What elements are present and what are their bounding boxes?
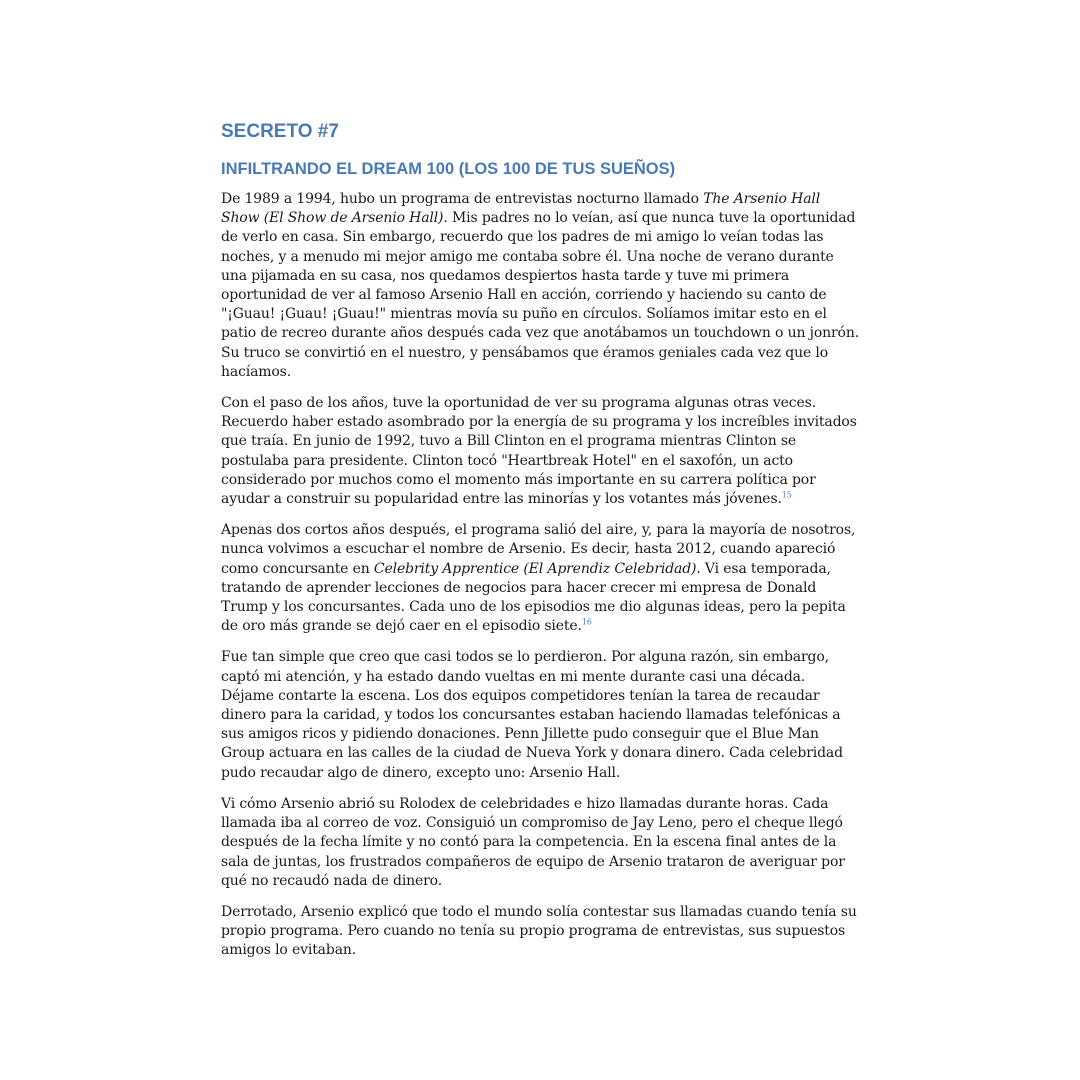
paragraph-4: Fue tan simple que creo que casi todos se lo perdieron. Por alguna razón, sin embargo, captó mi atención, y ha estado dando vueltas en mi mente durante casi una década. Déjame contarte la escena. Los dos equipos competidores tenían la tarea de recaudar dinero para la caridad, y todos los concursantes estaban haciendo llamadas telefónicas a sus amigos ricos y pidiendo donaciones. Penn Jillette pudo conseguir que el Blue Man Group actuara en las calles de la ciudad de Nueva York y donara dinero. Cada celebridad pudo recaudar algo de dinero, excepto uno: Arsenio Hall. bbox=[221, 649, 843, 781]
paragraph-1 bbox=[221, 190, 861, 382]
footnote-ref-15[interactable]: 15 bbox=[781, 490, 792, 500]
paragraph-2 bbox=[221, 394, 861, 509]
paragraph-3-text-b: . Vi esa temporada, tratando de aprender lecciones de negocios para hacer crecer mi empresa de Donald Trump y los concursantes. Cada uno de los episodios me dio algunas ideas, pero la pepita de oro más grande se dejó caer en el episodio siete. bbox=[221, 560, 846, 635]
paragraph-3 bbox=[221, 521, 861, 636]
chapter-subtitle: INFILTRANDO EL DREAM 100 (LOS 100 DE TUS SUEÑOS) bbox=[221, 160, 676, 178]
document-page bbox=[221, 120, 861, 973]
celebrity-apprentice-italic: Celebrity Apprentice (El Aprendiz Celebridad) bbox=[373, 560, 697, 577]
paragraph-3-text-a: Apenas dos cortos años después, el programa salió del aire, y, para la mayoría de nosotros, nunca volvimos a escuchar el nombre de Arsenio. Es decir, hasta 2012, cuando apareció como concursante en bbox=[221, 522, 856, 577]
chapter-heading: SECRETO #7 bbox=[221, 121, 339, 142]
paragraph-6: Derrotado, Arsenio explicó que todo el mundo solía contestar sus llamadas cuando tenía su propio programa. Pero cuando no tenía su propio programa de entrevistas, sus supuestos amigos lo evitaban. bbox=[221, 903, 857, 959]
paragraph-1-text-b: . Mis padres no lo veían, así que nunca tuve la oportunidad de verlo en casa. Sin embargo, recuerdo que los padres de mi amigo lo veían todas las noches, y a menudo mi mejor amigo me contaba sobre él. Una noche de verano durante una pijamada en su casa, nos quedamos despiertos hasta tarde y tuve mi primera oportunidad de ver al famoso Arsenio Hall en acción, corriendo y haciendo su canto de "¡Guau! ¡Guau! ¡Guau!" mientras movía su puño en círculos. Solíamos imitar esto en el patio de recreo durante años después cada vez que anotábamos un touchdown o un jonrón. Su truco se convirtió en el nuestro, y pensábamos que éramos geniales cada vez que lo hacíamos. bbox=[221, 210, 859, 380]
footnote-ref-16[interactable]: 16 bbox=[581, 617, 592, 627]
paragraph-1-text-a: De 1989 a 1994, hubo un programa de entrevistas nocturno llamado bbox=[221, 191, 704, 207]
show-title-italic: The Arsenio Hall Show (El Show de Arsenio Hall) bbox=[221, 191, 821, 227]
paragraph-2-text: Con el paso de los años, tuve la oportunidad de ver su programa algunas otras veces. Recuerdo haber estado asombrado por la energía de su programa y los increíbles invitados que traía. En junio de 1992, tuvo a Bill Clinton en el programa mientras Clinton se postulaba para presidente. Clinton tocó "Heartbreak Hotel" en el saxofón, un acto considerado por muchos como el momento más importante en su carrera política por ayudar a construir su popularidad entre las minorías y los votantes más jóvenes. bbox=[221, 395, 857, 508]
paragraph-5: Vi cómo Arsenio abrió su Rolodex de celebridades e hizo llamadas durante horas. Cada llamada iba al correo de voz. Consiguió un compromiso de Jay Leno, pero el cheque llegó después de la fecha límite y no contó para la competencia. En la escena final antes de la sala de juntas, los frustrados compañeros de equipo de Arsenio trataron de averiguar por qué no recaudó nada de dinero. bbox=[221, 795, 845, 889]
